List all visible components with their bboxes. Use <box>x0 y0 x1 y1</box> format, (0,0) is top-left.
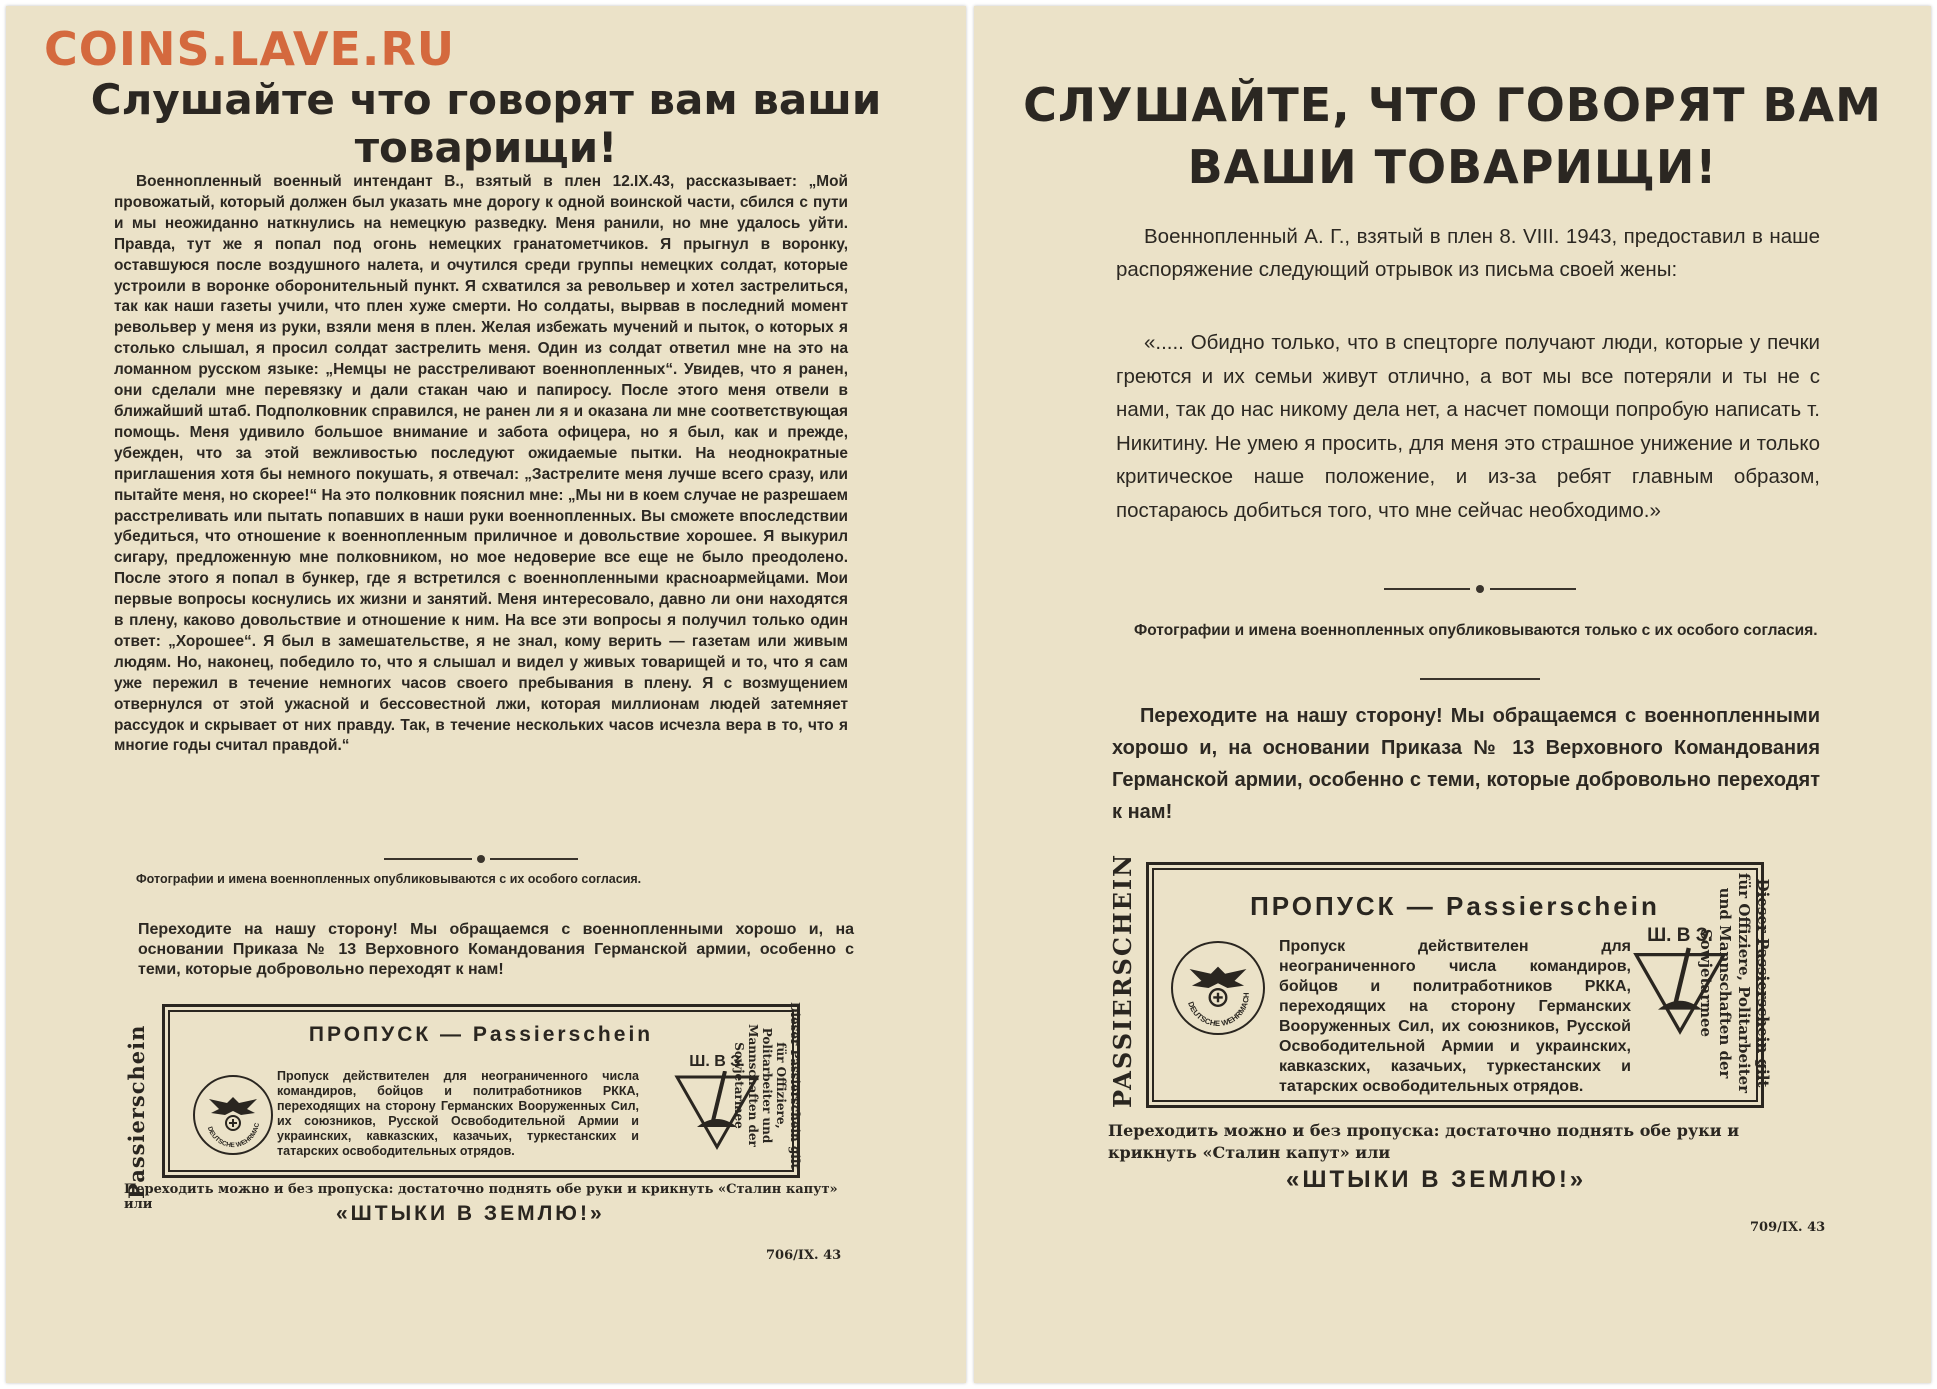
divider-dot <box>1476 585 1484 593</box>
left-emblem-label: DEUTSCHE WEHRMAC <box>205 1122 261 1150</box>
wehrmacht-eagle-icon <box>1171 941 1265 1035</box>
right-passierschein-german-note: Dieser Passierschein gilt für Offiziere, Politarbeiter und Mannschaften der Sowjetarmee <box>1697 872 1772 1094</box>
divider-line <box>1490 588 1576 590</box>
right-short-divider <box>1420 668 1540 690</box>
right-photo-note: Фотографии и имена военнопленных опубликовываются только с их особого согласия. <box>1134 622 1818 639</box>
left-pass-heading: ПРОПУСК — Passierschein <box>308 1023 654 1046</box>
left-footer-instructions: Переходить можно и без пропуска: достаточно поднять обе руки и крикнуть «Сталин капут» или <box>124 1182 838 1212</box>
right-ornament-divider <box>1384 578 1576 600</box>
right-pass-text: Пропуск действителен для неограниченного числа командиров, бойцов и политработников РККА, переходящих на сторону Германских Вооруженных Сил, их союзников, Русской Освободительной Армии и украинских, кавказских, казачьих, туркестанских и татарских освободительных отрядов. <box>1279 938 1631 1095</box>
left-passierschein-vertical-label: Passierschein <box>124 1024 149 1199</box>
right-emblem-label: DEUTSCHE WEHRMACH <box>1186 992 1251 1028</box>
divider-line <box>1384 588 1470 590</box>
right-appeal-text: Переходите на нашу сторону! Мы обращаемся с военнопленными хорошо и, на основании Приказа № 13 Верховного Командования Германской армии, особенно с теми, которые добровольно переходят к нам! <box>1112 705 1820 823</box>
divider-line <box>384 858 472 860</box>
left-photo-note: Фотографии и имена военнопленных опубликовываются с их особого согласия. <box>136 872 642 886</box>
right-footer-instructions: Переходить можно и без пропуска: достаточно поднять обе руки и крикнуть «Сталин капут» или <box>1108 1121 1740 1162</box>
left-shield-sign-text: Ш. В З. <box>689 1053 745 1070</box>
left-appeal-text: Переходите на нашу сторону! Мы обращаемся с военнопленными хорошо и, на основании Приказа № 13 Верховного Командования Германской армии, особенно с теми, которые добровольно переходят к нам! <box>138 921 854 978</box>
left-leaflet <box>6 6 966 1383</box>
right-pass-box <box>1146 862 1764 1108</box>
right-intro-text: Военнопленный А. Г., взятый в плен 8. VIII. 1943, предоставил в наше распоряжение следующий отрывок из письма своей жены: <box>1116 225 1820 281</box>
left-leaflet-title: Слушайте что говорят вам ваши товарищи! <box>90 75 882 172</box>
wehrmacht-eagle-icon <box>193 1075 273 1155</box>
watermark-text: COINS.LAVE.RU <box>44 22 456 76</box>
left-slogan: «ШТЫКИ В ЗЕМЛЮ!» <box>336 1202 605 1225</box>
left-testimony-text: Военнопленный военный интендант В., взятый в плен 12.IX.43, рассказывает: „Мой провожатый, который должен был указать мне дорогу к одной воинской части, сбился с пути и мы неожиданно наткнулись на немецкую разведку. Меня ранили, но мне удалось уйти. Правда, тут же я попал под огонь немецких гранатометчиков. Я прыгнул в воронку, оставшуюся после воздушного налета, и очутился среди группы немецких солдат, которые устроили в воронке оборонительный пункт. Я схватился за револьвер и хотел застрелиться, так как наши газеты учили, что плен хуже смерти. Но солдаты, вырвав в последний момент револьвер у меня из руки, взяли меня в плен. Желая избежать мучений и пыток, о которых я столько слышал, я просил солдат застрелить меня. Один из солдат ответил мне на это на ломанном русском языке: „Немцы не расстреливают военнопленных“. Увидев, что я ранен, они сделали мне перевязку и дали стакан чаю и папиросу. После этого меня отвели в ближайший штаб. Подполковник справился, не ранен ли я и оказана ли мне соответствующая помощь. Меня удивило большое внимание и забота офицера, но я был, как и прежде, убежден, что за этой вежливостью последуют ожидаемые пытки. На неоднократные приглашения хотя бы немного покушать, я отвечал: „Застрелите меня лучше всего сразу, или пытайте меня, но скорее!“ На это полковник пояснил мне: „Мы ни в коем случае не разрешаем расстреливать или пытать попавших в наши руки военнопленных. Вы сможете впоследствии убедиться, что отношение к военнопленным приличное и довольствие хорошее. Я выкурил сигару, предложенную мне полковником, но мое недоверие все еще не было преодолено. После этого я попал в бункер, где я встретился с военнопленными красноармейцами. Мои первые вопросы коснулись их жизни и занятий. Меня интересовало, давно ли они находятся в плену, каково довольствие и отношение к ним. На все эти вопросы я получил только один ответ: „Хорошее“. Я был в замешательстве, я не знал, кому верить — газетам или живым людям. Но, наконец, победило то, что я слышал и видел у живых товарищей и то, что я сам уже пережил в течение немногих часов своего пребывания в плену. Я с возмущением отвернулся от этой ужасной и бессовестной лжи, которая миллионам людей затемняет рассудок и скрывает от них правду. Так, в течение нескольких часов исчезла вера в то, что я многие годы считал правдой.“ <box>114 173 848 755</box>
left-pass-text: Пропуск действителен для неограниченного числа командиров, бойцов и политработников РККА, переходящих на сторону Германских Вооруженных Сил, их союзников, Русской Освободительной Армии и украинских, кавказских, казачьих, туркестанских и татарских освободительных отрядов. <box>277 1069 639 1158</box>
left-ornament-divider <box>384 848 578 870</box>
right-slogan: «ШТЫКИ В ЗЕМЛЮ!» <box>1286 1166 1587 1193</box>
right-shield-sign-text: Ш. В З. <box>1647 925 1713 946</box>
right-passierschein-vertical-label: PASSIERSCHEIN <box>1108 852 1137 1108</box>
right-leaflet-code: 709/IX. 43 <box>1750 1220 1826 1235</box>
left-pass-box <box>162 1004 800 1178</box>
right-leaflet <box>974 6 1931 1383</box>
right-leaflet-title: СЛУШАЙТЕ, ЧТО ГОВОРЯТ ВАМ ВАШИ ТОВАРИЩИ! <box>1023 78 1882 194</box>
divider-line <box>1420 678 1540 680</box>
left-leaflet-code: 706/IX. 43 <box>766 1248 842 1263</box>
right-pass-heading: ПРОПУСК — Passierschein <box>1250 891 1660 921</box>
left-passierschein-german-note: Dieser Passierschein gilt für Offiziere, Politarbeiter und Mannschaften der Sowjetarmee <box>732 1002 802 1169</box>
divider-line <box>490 858 578 860</box>
divider-dot <box>477 855 485 863</box>
right-letter-quote: «..... Обидно только, что в спецторге получают люди, которые у печки греются и их семьи живут отлично, а вот мы все потеряли и ты не с нами, так до нас никому дела нет, а насчет помощи попробую написать т. Никитину. Не умею я просить, для меня это страшное унижение и только критическое наше положение, и из-за ребят главным образом, постараюсь добиться того, что мне сейчас необходимо.» <box>1116 331 1820 522</box>
